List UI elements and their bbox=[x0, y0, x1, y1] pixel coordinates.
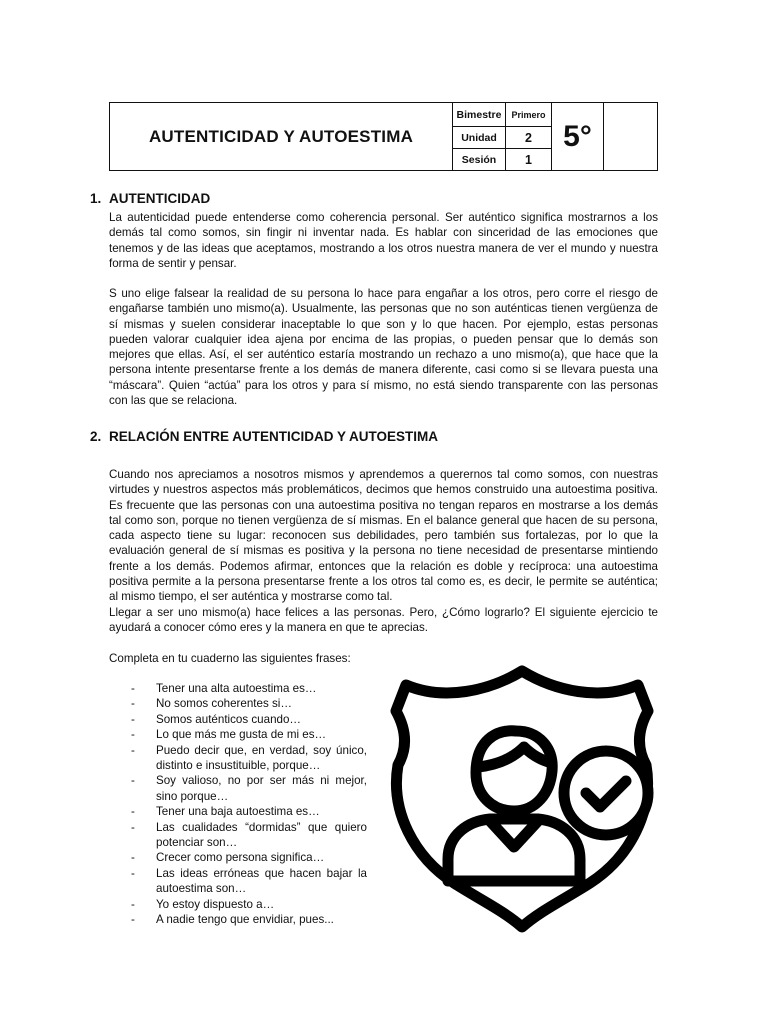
sentence-list bbox=[109, 681, 367, 928]
shield-user-check-icon bbox=[384, 661, 660, 937]
section-2-title: RELACIÓN ENTRE AUTENTICIDAD Y AUTOESTIMA bbox=[109, 429, 439, 444]
list-item-text: Tener una baja autoestima es… bbox=[156, 805, 320, 819]
section-1-paragraph-1: La autenticidad puede entenderse como coherencia personal. Ser auténtico significa mostrarnos a los demás tal como somos, sin fingir ni inventar nada. Es hablar con sinceridad de las emociones que tenemos y de las ideas que aceptamos, mostrando a los otros nuestra manera de ver el mundo y nuestra forma de sentir y pensar. bbox=[109, 211, 658, 270]
section-2-heading bbox=[90, 429, 438, 444]
list-item bbox=[109, 804, 367, 819]
list-item-text: Yo estoy dispuesto a… bbox=[156, 897, 275, 911]
list-item-text: Puedo decir que, en verdad, soy único, distinto e insustituible, porque… bbox=[156, 743, 367, 773]
header-table bbox=[109, 102, 658, 171]
sesion-value: 1 bbox=[506, 149, 552, 171]
list-item bbox=[109, 850, 367, 865]
list-item-text: Soy valioso, no por ser más ni mejor, sino porque… bbox=[156, 774, 367, 803]
list-item bbox=[109, 866, 367, 897]
exercise-instruction: Completa en tu cuaderno las siguientes frases: bbox=[109, 652, 351, 665]
list-item bbox=[109, 712, 367, 727]
unidad-label: Unidad bbox=[453, 127, 506, 149]
list-bullet: - bbox=[131, 774, 135, 788]
list-item-text: Crecer como persona significa… bbox=[156, 851, 325, 865]
section-1-number: 1. bbox=[90, 191, 102, 206]
list-bullet: - bbox=[131, 805, 135, 819]
list-item bbox=[109, 681, 367, 696]
list-item bbox=[109, 820, 367, 851]
list-bullet: - bbox=[131, 682, 135, 695]
list-bullet: - bbox=[131, 866, 135, 880]
section-2-paragraph-1: Cuando nos apreciamos a nosotros mismos y aprendemos a querernos tal como somos, con nuestras virtudes y nuestros aspectos más problemáticos, decimos que hemos construido una autoestima positiva. Es frecuente que las personas con una autoestima positiva no tengan reparos en mostrarse a los demás tal como son, porque no tienen vergüenza de sí mismas. En el balance general que hacen de su persona, cada aspecto tiene su lugar: reconocen sus debilidades, pero también sus fortalezas, por lo que la evaluación general de sí mismas es positiva y la persona no tiene necesidad de presentarse mintiendo frente a los demás. Podemos afirmar, entonces que la relación es doble y recíproca: una autoestima positiva permite a la persona presentarse frente a los otros tal como es, es decir, le permite se auténtica; al mismo tiempo, el ser auténtica y mostrarse como tal. bbox=[109, 468, 658, 604]
list-bullet: - bbox=[131, 743, 135, 757]
list-bullet: - bbox=[131, 728, 135, 742]
bimestre-label: Bimestre bbox=[453, 103, 506, 127]
list-item-text: Lo que más me gusta de mi es… bbox=[156, 728, 327, 742]
list-item bbox=[109, 743, 367, 774]
list-item bbox=[109, 727, 367, 742]
section-1-title: AUTENTICIDAD bbox=[109, 191, 211, 206]
list-item bbox=[109, 773, 367, 804]
list-bullet: - bbox=[131, 820, 135, 834]
list-item-text: Somos auténticos cuando… bbox=[156, 712, 302, 726]
list-bullet: - bbox=[131, 913, 135, 927]
list-item bbox=[109, 912, 367, 927]
list-bullet: - bbox=[131, 712, 135, 726]
list-item-text: Las cualidades “dormidas” que quiero potenciar son… bbox=[156, 820, 367, 850]
list-item bbox=[109, 696, 367, 711]
sesion-label: Sesión bbox=[453, 149, 506, 171]
section-2-paragraph-2: Llegar a ser uno mismo(a) hace felices a las personas. Pero, ¿Cómo lograrlo? El siguiente ejercicio te ayudará a conocer cómo eres y la manera en que te aprecias. bbox=[109, 606, 658, 635]
unidad-value: 2 bbox=[506, 127, 552, 149]
grade-value: 5° bbox=[552, 103, 604, 171]
list-item-text: Las ideas erróneas que hacen bajar la autoestima son… bbox=[156, 866, 367, 896]
section-1-heading bbox=[90, 191, 210, 206]
section-1-paragraph-2: S uno elige falsear la realidad de su persona lo hace para engañar a los otros, pero corre el riesgo de engañarse también uno mismo(a). Usualmente, las personas que no son auténticas tienen vergüenza de sí mismas y suelen considerar inaceptable lo que son y lo que hacen. Por ejemplo, estas personas pueden valorar cualquier idea ajena por encima de las propias, o pueden pensar que lo demás son mejores que ellas. Así, el ser auténtico estaría mostrando un rechazo a uno mismo(a), que hace que la persona intente presentarse frente a los demás de manera diferente, casi como si se llevara puesta una “máscara”. Quien “actúa” para los otros y para sí mismo, no está siendo transparente con las personas con las que se relaciona. bbox=[109, 287, 658, 408]
document-title: AUTENTICIDAD Y AUTOESTIMA bbox=[110, 103, 453, 171]
header-blank-cell bbox=[604, 103, 658, 171]
list-bullet: - bbox=[131, 897, 135, 911]
list-item bbox=[109, 897, 367, 912]
list-bullet: - bbox=[131, 697, 135, 711]
list-item-text: Tener una alta autoestima es… bbox=[156, 682, 317, 695]
bimestre-value: Primero bbox=[506, 103, 552, 127]
section-2-number: 2. bbox=[90, 429, 102, 444]
list-item-text: A nadie tengo que envidiar, pues... bbox=[156, 913, 334, 927]
list-bullet: - bbox=[131, 851, 135, 865]
list-item-text: No somos coherentes si… bbox=[156, 697, 292, 711]
